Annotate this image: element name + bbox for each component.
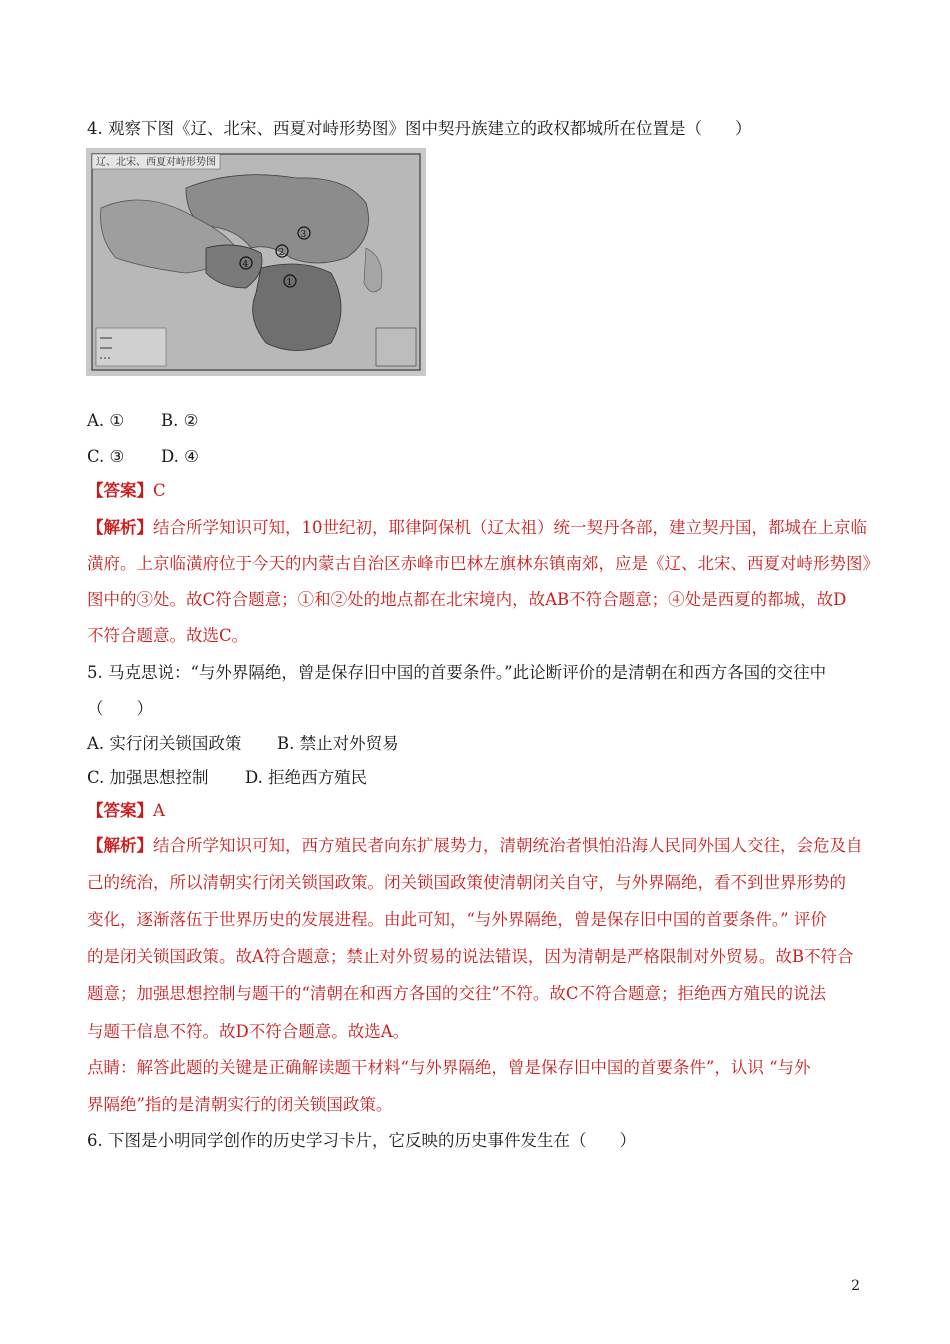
q5-stem-line-2: （ ）: [87, 699, 153, 718]
q5-option-c: C. 加强思想控制: [87, 768, 209, 787]
q4-analysis-line-4: 不符合题意。故选C。: [87, 626, 249, 645]
q4-analysis-line-2: 潢府。上京临潢府位于今天的内蒙古自治区赤峰市巴林左旗林东镇南郊，应是《辽、北宋、西夏对峙形势图》: [87, 554, 879, 573]
q4-option-d: D. ④: [161, 447, 199, 466]
q6-stem: 6. 下图是小明同学创作的历史学习卡片，它反映的历史事件发生在（ ）: [87, 1131, 636, 1150]
svg-text:4: 4: [242, 260, 249, 270]
q5-answer-tag: 【答案】: [87, 801, 153, 820]
q5-analysis-tag: 【解析】: [87, 836, 153, 855]
q5-analysis-line-3: 变化，逐渐落伍于世界历史的发展进程。由此可知，“与外界隔绝，曾是保存旧中国的首要条件。” 评价: [87, 910, 827, 929]
q5-option-b: B. 禁止对外贸易: [277, 734, 399, 753]
page-number: 2: [851, 1278, 860, 1294]
map-title: 辽、北宋、西夏对峙形势图: [96, 157, 216, 168]
q5-analysis-line-2: 己的统治，所以清朝实行闭关锁国政策。闭关锁国政策使清朝闭关自守，与外界隔绝，看不到世界形势的: [87, 873, 846, 892]
q5-tip-line-1: 点睛：解答此题的关键是正确解读题干材料“与外界隔绝，曾是保存旧中国的首要条件”，认识 “与外: [87, 1058, 811, 1077]
q4-option-a: A. ①: [87, 411, 125, 430]
q5-analysis-line-1: 结合所学知识可知，西方殖民者向东扩展势力，清朝统治者惧怕沿海人民同外国人交往，会危及自: [153, 836, 863, 855]
q4-analysis-line-3: 图中的③处。故C符合题意；①和②处的地点都在北宋境内，故AB不符合题意；④处是西夏的都城，故D: [87, 590, 847, 609]
q5-answer: A: [153, 801, 165, 820]
q4-answer: C: [153, 481, 166, 500]
q5-tip-line-2: 界隔绝”指的是清朝实行的闭关锁国政策。: [87, 1095, 393, 1114]
q4-analysis-tag: 【解析】: [87, 518, 153, 537]
q4-answer-tag: 【答案】: [87, 481, 153, 500]
q4-option-b: B. ②: [161, 411, 199, 430]
q4-option-c: C. ③: [87, 447, 125, 466]
svg-text:3: 3: [300, 230, 307, 240]
q5-analysis-line-4: 的是闭关锁国政策。故A符合题意；禁止对外贸易的说法错误，因为清朝是严格限制对外贸易。故B不符合: [87, 947, 854, 966]
svg-text:1: 1: [286, 278, 293, 288]
q5-analysis-line-5: 题意；加强思想控制与题干的“清朝在和西方各国的交往”不符。故C不符合题意；拒绝西方殖民的说法: [87, 984, 826, 1003]
q5-option-a: A. 实行闭关锁国政策: [87, 734, 242, 753]
q4-analysis-line-1: 结合所学知识可知，10世纪初，耶律阿保机（辽太祖）统一契丹各部，建立契丹国，都城在上京临: [153, 518, 867, 537]
q5-analysis-line-6: 与题干信息不符。故D不符合题意。故选A。: [87, 1022, 410, 1041]
q5-stem-line-1: 5. 马克思说：“与外界隔绝，曾是保存旧中国的首要条件。”此论断评价的是清朝在和西方各国的交往中: [87, 663, 827, 682]
q5-option-d: D. 拒绝西方殖民: [245, 768, 368, 787]
svg-text:2: 2: [278, 248, 285, 258]
map-figure: [86, 148, 426, 376]
q4-stem: 4. 观察下图《辽、北宋、西夏对峙形势图》图中契丹族建立的政权都城所在位置是（ ）: [87, 119, 752, 138]
